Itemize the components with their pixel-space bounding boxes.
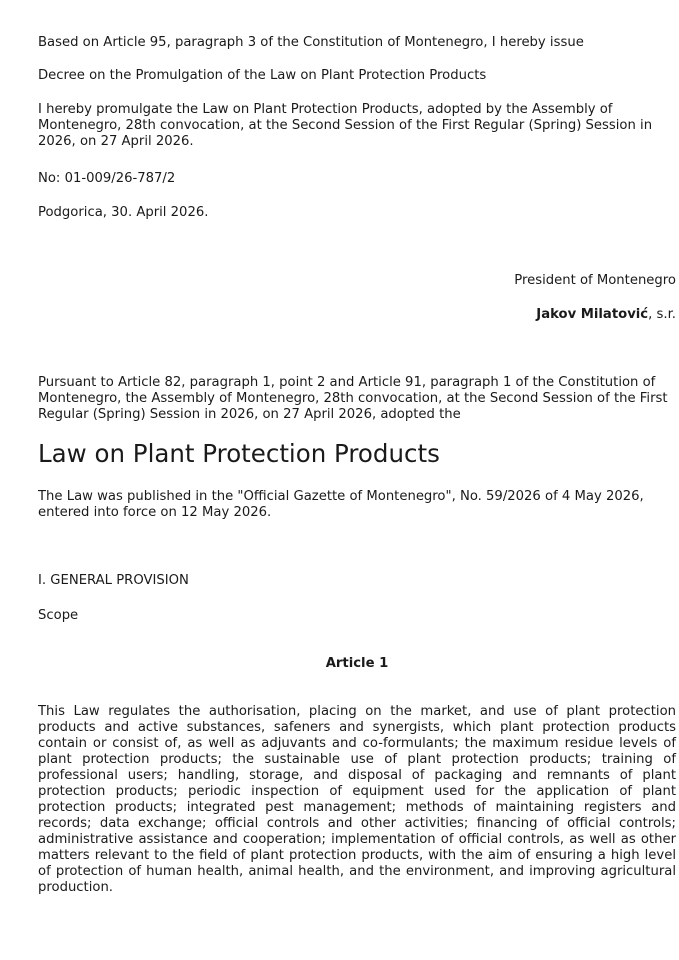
decree-title: Decree on the Promulgation of the Law on Plant Protection Products [38,68,487,83]
subheading-scope: Scope [38,608,79,623]
law-preamble: Pursuant to Article 82, paragraph 1, point 2 and Article 91, paragraph 1 of the Constitution of Montenegro, the Assembly of Montenegro, 28th convocation, at the Second Session of the First Regular (Spring) Session in 2026, on 27 April 2026, adopted the [38,375,668,422]
article-text: This Law regulates the authorisation, placing on the market, and use of plant protection products and active substances, safeners and synergists, which plant protection products contain or consist of, as well as adjuvants and co-formulants; the maximum residue levels of plant protection products; the sustainable use of plant protection products; training of professional users; handling, storage, and disposal of packaging and remnants of plant protection products; periodic inspection of equipment used for the application of plant protection products; integrated pest management; methods of maintaining registers and records; data exchange; official controls and other activities; financing of official controls; administrative assistance and cooperation; implementation of official controls, as well as other matters relevant to the field of plant protection products, with the aim of ensuring a high level of protection of human health, animal health, and the environment, and improving agricultural production. [38,704,676,895]
signatory-suffix: , s.r. [648,307,676,322]
law-publication-note: The Law was published in the "Official Gazette of Montenegro", No. 59/2026 of 4 May 2026, entered into force on 12 May 2026. [38,489,644,520]
decree-place-date: Podgorica, 30. April 2026. [38,205,209,220]
decree-body: I hereby promulgate the Law on Plant Protection Products, adopted by the Assembly of Montenegro, 28th convocation, at the Second Session of the First Regular (Spring) Session in 2026, on 27 April 2026. [38,102,653,149]
signatory-role: President of Montenegro [514,273,676,288]
article-heading: Article 1 [325,656,389,671]
signatory-name: Jakov Milatović [536,307,649,322]
decree-number: No: 01-009/26-787/2 [38,171,176,186]
decree-basis: Based on Article 95, paragraph 3 of the Constitution of Montenegro, I hereby issue [38,35,584,50]
signatory-line [38,307,676,323]
section-heading: I. GENERAL PROVISION [38,573,189,588]
law-title: Law on Plant Protection Products [38,439,440,468]
